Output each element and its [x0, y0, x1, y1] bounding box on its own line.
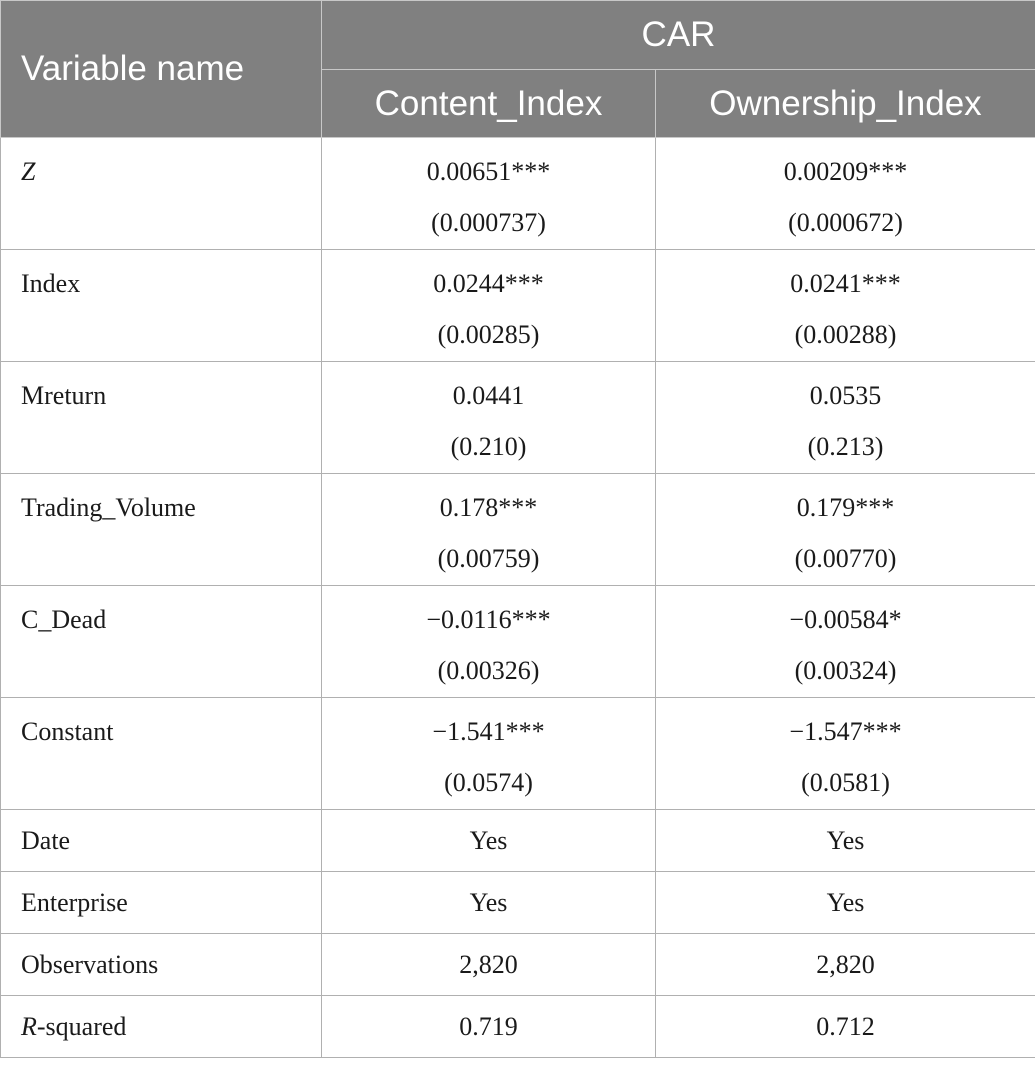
standard-error: (0.00285)	[437, 320, 540, 349]
coefficient: 0.0535	[809, 381, 882, 410]
table-cell	[656, 474, 1035, 586]
row-label-text: C_Dead	[21, 605, 107, 634]
row-label-text: Trading_Volume	[21, 493, 196, 522]
row-label	[1, 474, 322, 586]
content-index-header: Content_Index	[322, 70, 656, 138]
row-label	[1, 138, 322, 250]
coefficient: −1.547***	[789, 717, 902, 746]
coefficient: 0.00209***	[783, 157, 908, 186]
coefficient: 0.0244***	[433, 269, 544, 298]
table-cell: Yes	[656, 810, 1035, 872]
row-label-text: Mreturn	[21, 381, 107, 410]
standard-error: (0.210)	[450, 432, 527, 461]
row-label	[1, 996, 322, 1058]
table-cell: 2,820	[322, 934, 656, 996]
standard-error: (0.000672)	[788, 208, 903, 237]
table-cell: Yes	[322, 810, 656, 872]
table-cell	[656, 362, 1035, 474]
table-cell	[322, 586, 656, 698]
coefficient: 0.00651***	[426, 157, 551, 186]
ownership-index-header: Ownership_Index	[656, 70, 1035, 138]
table-cell: 2,820	[656, 934, 1035, 996]
table-row	[1, 810, 1035, 872]
row-label: Observations	[1, 934, 322, 996]
table-cell	[322, 138, 656, 250]
row-label: Date	[1, 810, 322, 872]
standard-error: (0.00759)	[437, 544, 540, 573]
table-cell	[322, 250, 656, 362]
row-label-text: Index	[21, 269, 81, 298]
table-cell	[322, 362, 656, 474]
table-row	[1, 586, 1035, 698]
row-label	[1, 698, 322, 810]
standard-error: (0.0581)	[801, 768, 890, 797]
table-row	[1, 474, 1035, 586]
table-cell: Yes	[656, 872, 1035, 934]
table-row	[1, 138, 1035, 250]
table-cell	[656, 250, 1035, 362]
table-cell: 0.712	[656, 996, 1035, 1058]
standard-error: (0.000737)	[431, 208, 546, 237]
standard-error: (0.00324)	[794, 656, 897, 685]
table-row	[1, 996, 1035, 1058]
row-label: Enterprise	[1, 872, 322, 934]
coefficient: −0.00584*	[789, 605, 902, 634]
table-row	[1, 250, 1035, 362]
table-cell	[656, 586, 1035, 698]
row-label	[1, 250, 322, 362]
table-row	[1, 362, 1035, 474]
standard-error: (0.0574)	[444, 768, 533, 797]
table-cell	[322, 474, 656, 586]
table-cell	[656, 698, 1035, 810]
standard-error: (0.213)	[807, 432, 884, 461]
coefficient: 0.178***	[439, 493, 538, 522]
table-row	[1, 698, 1035, 810]
coefficient: −1.541***	[432, 717, 545, 746]
coefficient: 0.0441	[452, 381, 525, 410]
row-label-text: Z	[21, 157, 36, 186]
table-cell: 0.719	[322, 996, 656, 1058]
table-row	[1, 934, 1035, 996]
table-cell	[322, 698, 656, 810]
car-header: CAR	[322, 1, 1035, 70]
row-label-text: -squared	[36, 1012, 127, 1041]
standard-error: (0.00326)	[437, 656, 540, 685]
row-label-text: Constant	[21, 717, 114, 746]
coefficient: −0.0116***	[426, 605, 551, 634]
variable-name-header: Variable name	[1, 1, 322, 138]
coefficient: 0.179***	[796, 493, 895, 522]
standard-error: (0.00770)	[794, 544, 897, 573]
row-label-italic: R	[21, 1012, 37, 1041]
table-cell: Yes	[322, 872, 656, 934]
row-label	[1, 586, 322, 698]
coefficient: 0.0241***	[790, 269, 901, 298]
standard-error: (0.00288)	[794, 320, 897, 349]
table-cell	[656, 138, 1035, 250]
table-row	[1, 872, 1035, 934]
row-label	[1, 362, 322, 474]
